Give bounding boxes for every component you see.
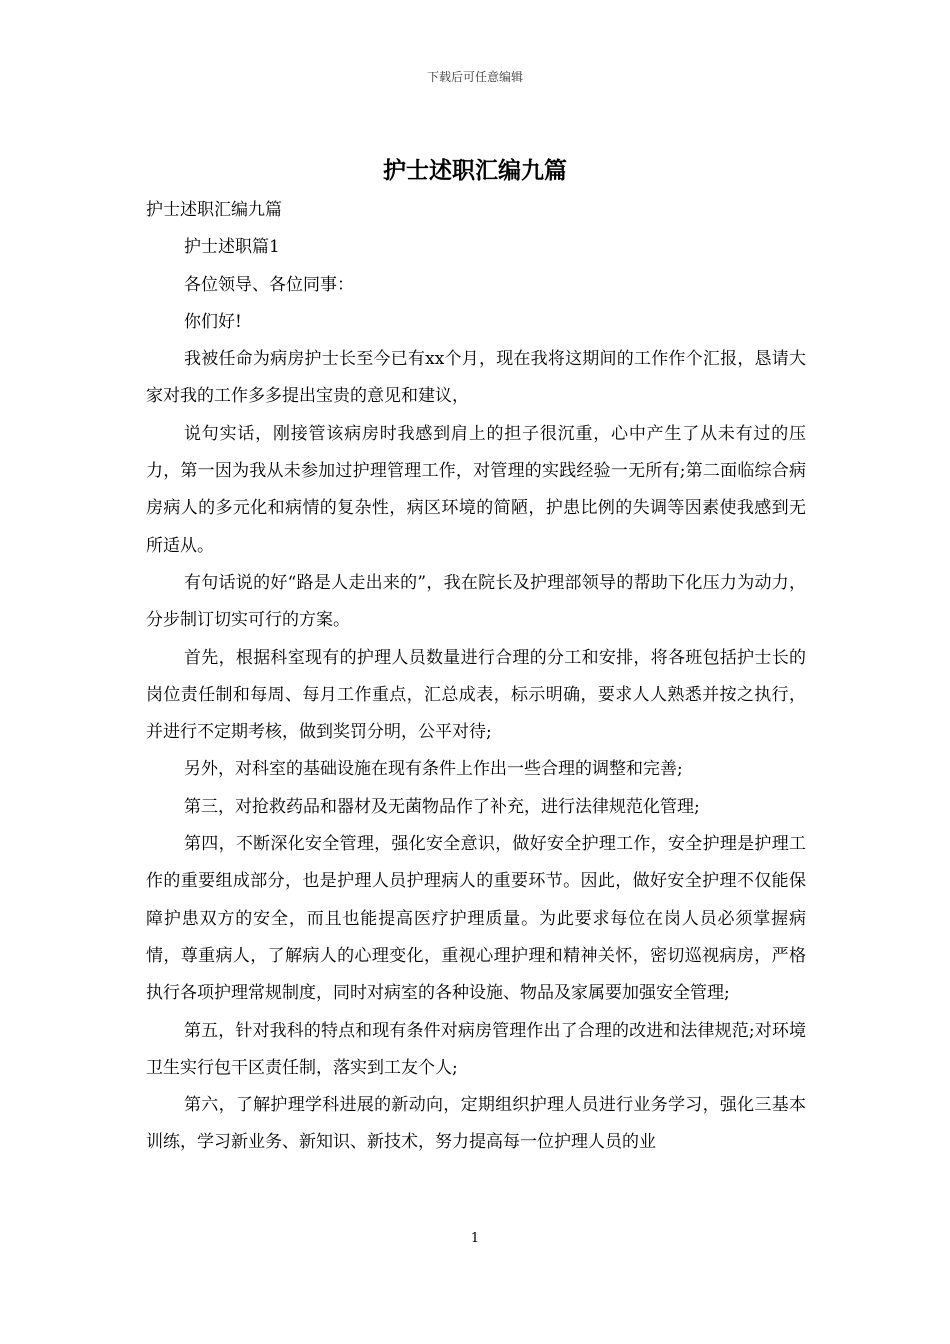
section-heading: 护士述职篇1 bbox=[184, 237, 280, 258]
greeting: 你们好! bbox=[184, 311, 242, 332]
body-paragraph: 第五，针对我科的特点和现有条件对病房管理作出了合理的改进和法律规范;对环境卫生实行包干区责任制，落实到工友个人; bbox=[146, 1020, 806, 1078]
document-body bbox=[146, 192, 806, 1162]
body-paragraph: 第六，了解护理学科进展的新动向，定期组织护理人员进行业务学习，强化三基本训练，学习新业务、新知识、新技术，努力提高每一位护理人员的业 bbox=[146, 1095, 806, 1153]
page-number: 1 bbox=[470, 1231, 480, 1246]
body-paragraph: 说句实话，刚接管该病房时我感到肩上的担子很沉重，心中产生了从未有过的压力，第一因为我从未参加过护理管理工作，对管理的实践经验一无所有;第二面临综合病房病人的多元化和病情的复杂性，病区环境的简陋，护患比例的失调等因素使我感到无所适从。 bbox=[146, 423, 806, 556]
document-title: 护士述职汇编九篇 bbox=[383, 157, 567, 184]
page-header-note: 下载后可任意编辑 bbox=[426, 70, 523, 84]
body-paragraph: 我被任命为病房护士长至今已有xx个月，现在我将这期间的工作作个汇报，恳请大家对我的工作多多提出宝贵的意见和建议， bbox=[146, 349, 806, 407]
body-paragraph: 第三，对抢救药品和器材及无菌物品作了补充，进行法律规范化管理; bbox=[184, 796, 700, 817]
body-paragraph: 有句话说的好“路是人走出来的”，我在院长及护理部领导的帮助下化压力为动力，分步制订切实可行的方案。 bbox=[146, 572, 806, 631]
salutation: 各位领导、各位同事： bbox=[184, 274, 354, 295]
body-paragraph: 第四，不断深化安全管理，强化安全意识，做好安全护理工作，安全护理是护理工作的重要组成部分，也是护理人员护理病人的重要环节。因此，做好安全护理不仅能保障护患双方的安全，而且也能提高医疗护理质量。为此要求每位在岗人员必须掌握病情，尊重病人，了解病人的心理变化，重视心理护理和精神关怀，密切巡视病房，严格执行各项护理常规制度，同时对病室的各种设施、物品及家属要加强安全管理; bbox=[146, 834, 806, 1004]
body-paragraph: 首先，根据科室现有的护理人员数量进行合理的分工和安排，将各班包括护士长的岗位责任制和每周、每月工作重点，汇总成表，标示明确，要求人人熟悉并按之执行，并进行不定期考核，做到奖罚分明，公平对待; bbox=[146, 647, 806, 743]
body-paragraph: 另外，对科室的基础设施在现有条件上作出一些合理的调整和完善; bbox=[184, 759, 683, 780]
subtitle-paragraph: 护士述职汇编九篇 bbox=[146, 200, 282, 220]
